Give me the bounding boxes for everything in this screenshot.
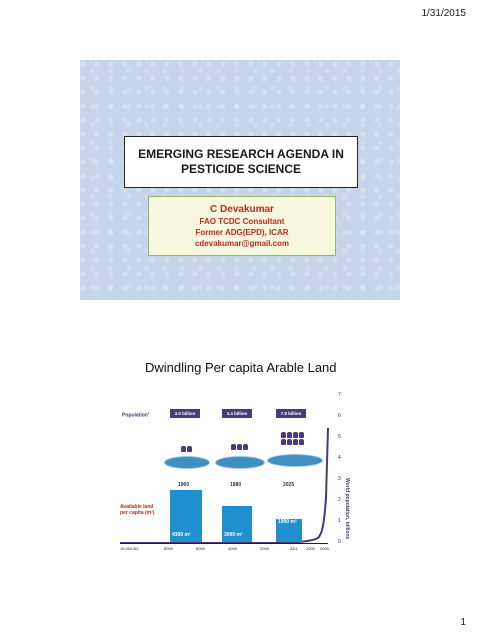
author-role-1: FAO TCDC Consultant bbox=[199, 217, 285, 226]
x-tick-label: 4000 bbox=[228, 546, 237, 551]
x-axis-line bbox=[120, 543, 328, 544]
slide-title-line1: EMERGING RESEARCH AGENDA IN bbox=[138, 147, 344, 161]
population-badge-1960: 3.0 billion bbox=[170, 409, 200, 418]
title-slide bbox=[80, 60, 400, 300]
x-tick-label: 2000 bbox=[320, 546, 329, 551]
y-tick-label: 6 bbox=[338, 413, 341, 419]
y-tick-label: 4 bbox=[338, 455, 341, 461]
x-tick-label: 2000 bbox=[260, 546, 269, 551]
x-tick-label: 1000 bbox=[306, 546, 315, 551]
page-number: 1 bbox=[460, 617, 466, 628]
title-box bbox=[124, 136, 358, 188]
author-name: C Devakumar bbox=[210, 204, 274, 215]
population-label: Population$^1$ bbox=[122, 411, 150, 419]
y-tick-label: 1 bbox=[338, 518, 341, 524]
year-1960: 1960 bbox=[178, 482, 190, 488]
arable-land-infographic bbox=[112, 388, 368, 558]
y-tick-label: 3 bbox=[338, 476, 341, 482]
y-tick-label: 2 bbox=[338, 497, 341, 503]
author-box bbox=[148, 196, 336, 256]
y-axis-title: World population, billions bbox=[344, 478, 350, 540]
population-badge-1980: 4.4 billion bbox=[222, 409, 252, 418]
year-2025: 2025 bbox=[283, 482, 295, 488]
land-value-2025: 1900 m² bbox=[278, 519, 297, 526]
x-tick-label: 6000 bbox=[196, 546, 205, 551]
x-tick-label: AD1 bbox=[290, 546, 298, 551]
x-tick-label: 10,000 BC bbox=[120, 546, 139, 551]
available-land-label: Available land per capita (m²) bbox=[120, 504, 155, 516]
slide2-title: Dwindling Per capita Arable Land bbox=[145, 360, 337, 375]
y-tick-label: 7 bbox=[338, 392, 341, 398]
population-badge-2025: 7.9 billion bbox=[276, 409, 306, 418]
land-value-1980: 3000 m² bbox=[224, 532, 243, 538]
land-value-1960: 4300 m² bbox=[172, 532, 191, 538]
x-tick-label: 8000 bbox=[164, 546, 173, 551]
y-tick-label: 5 bbox=[338, 434, 341, 440]
date-header: 1/31/2015 bbox=[421, 8, 466, 19]
y-tick-label: 0 bbox=[338, 539, 341, 545]
author-email: cdevakumar@gmail.com bbox=[194, 239, 290, 248]
author-role-2: Former ADG(EPD), ICAR bbox=[195, 228, 289, 237]
slide-title-line2: PESTICIDE SCIENCE bbox=[180, 162, 302, 176]
year-1980: 1980 bbox=[230, 482, 242, 488]
